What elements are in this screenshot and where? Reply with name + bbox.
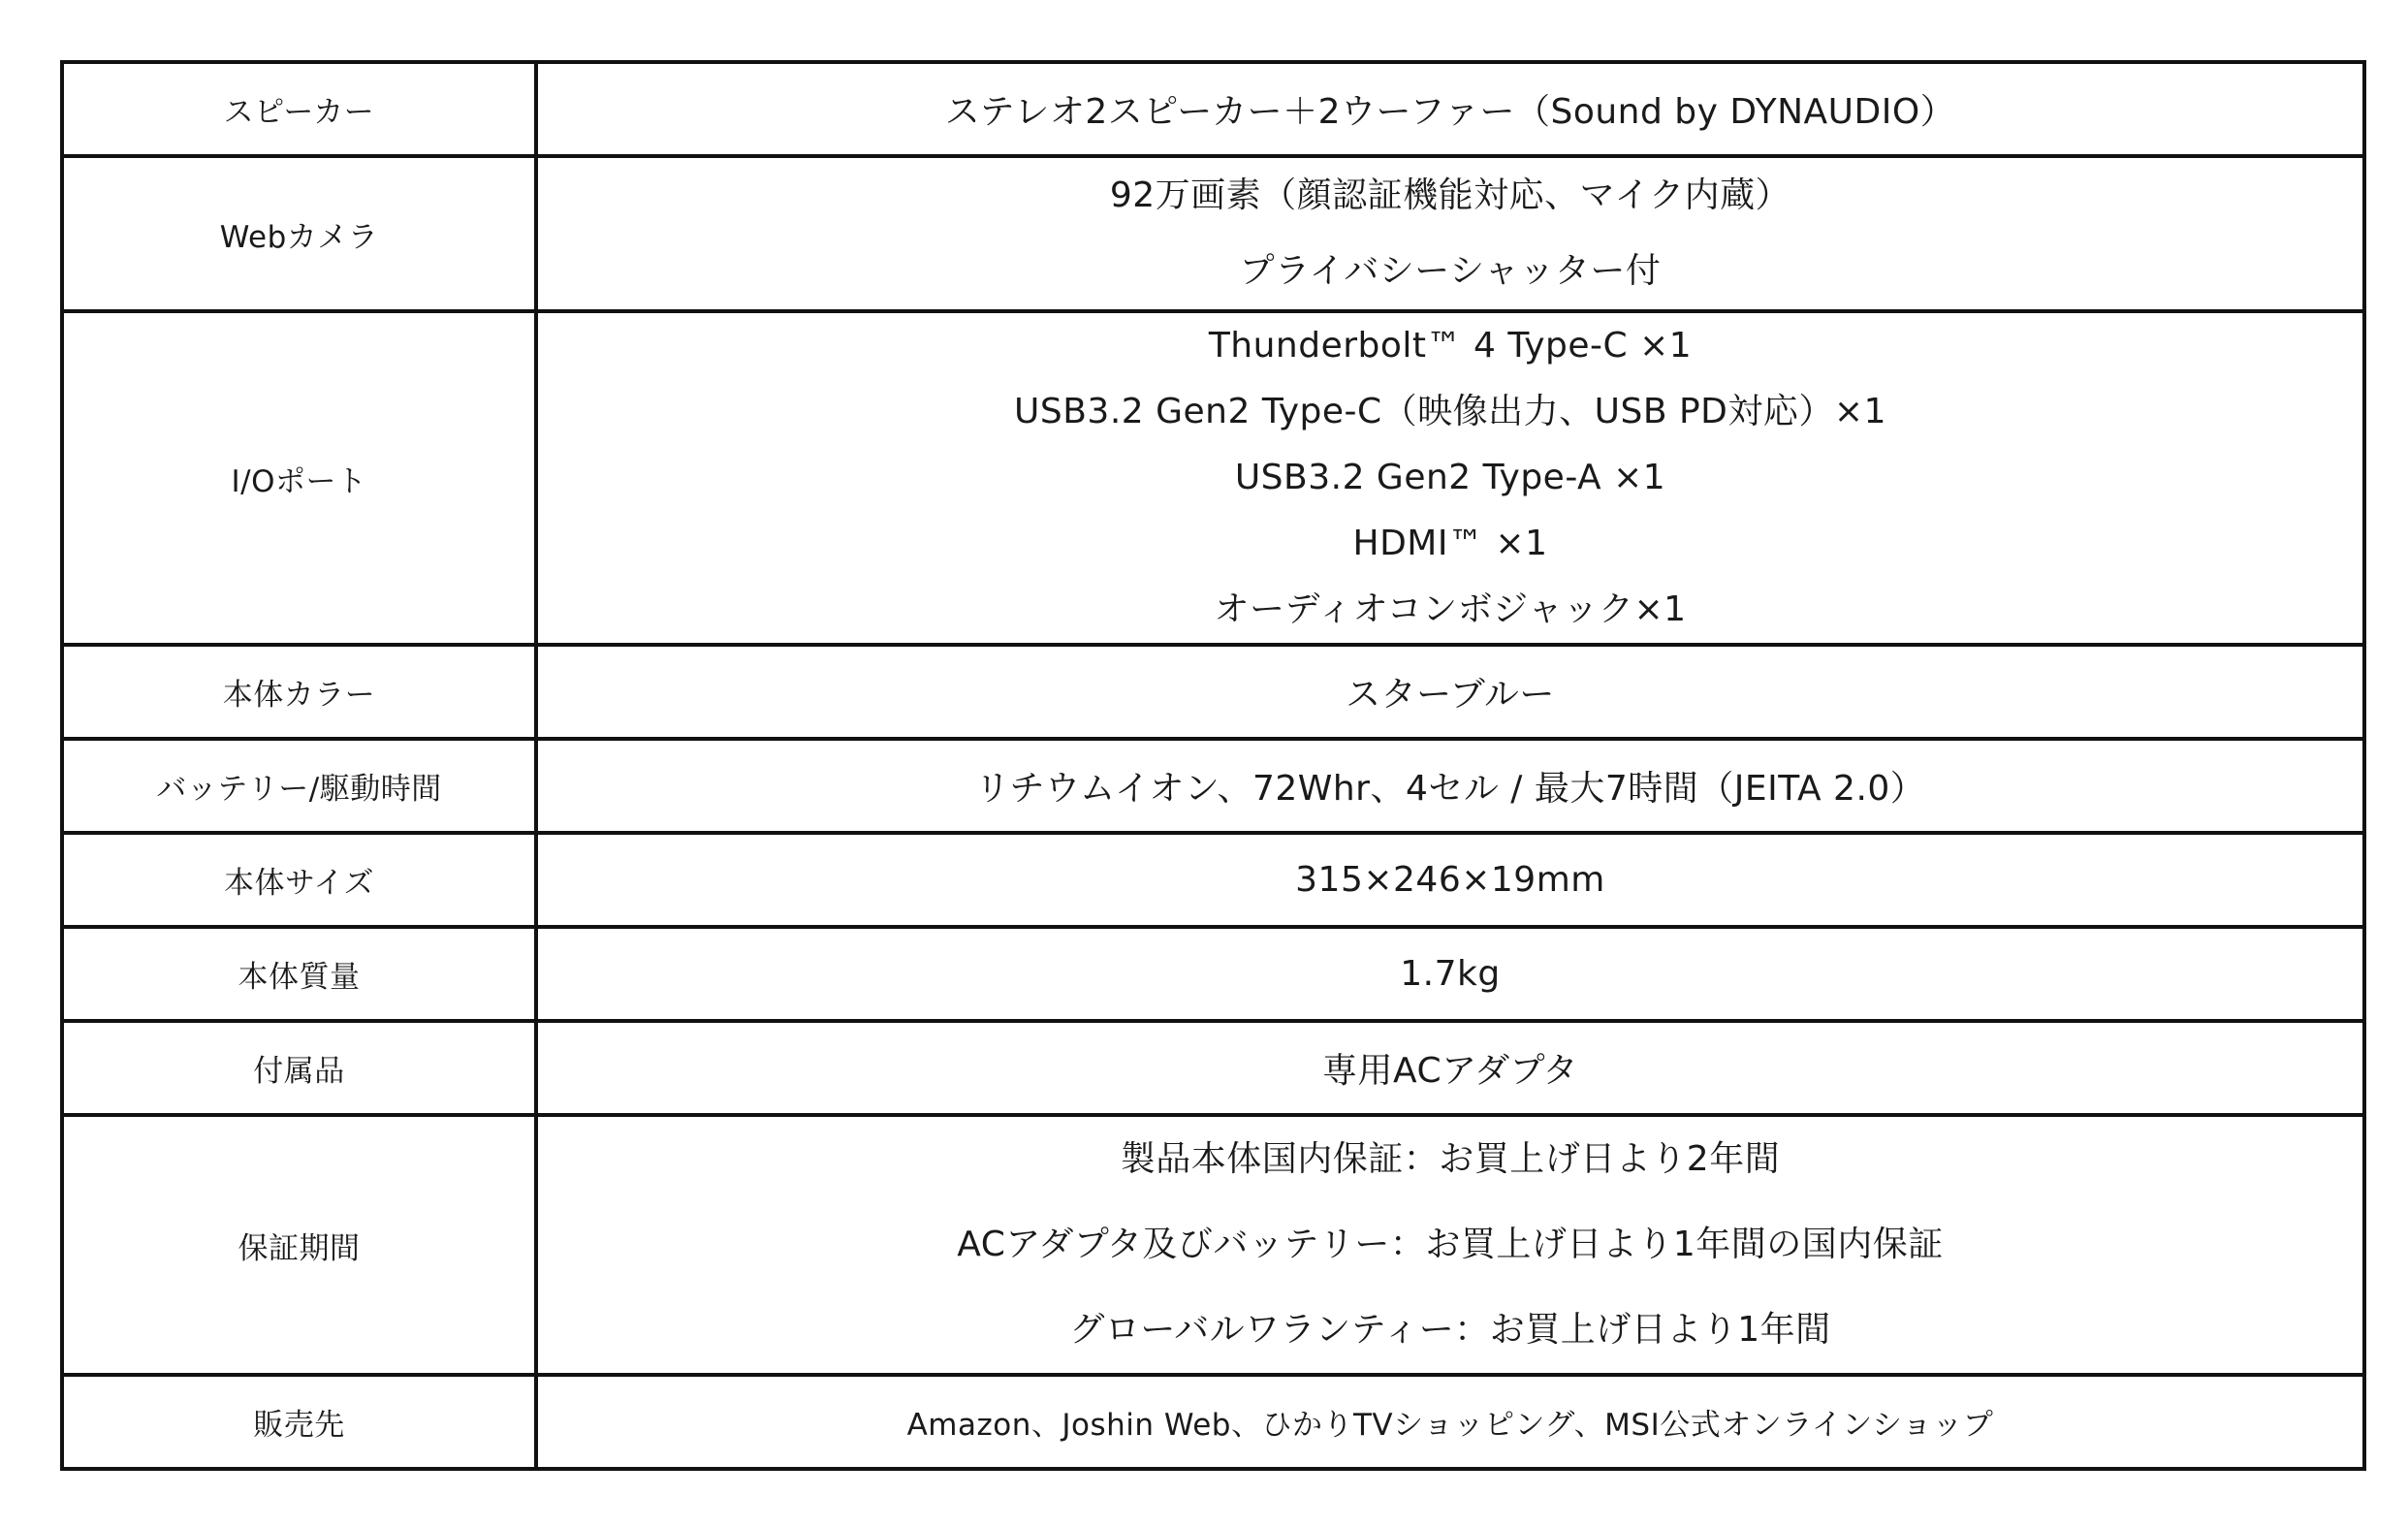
spec-value (536, 156, 2364, 311)
spec-row-battery (62, 739, 2364, 833)
spec-table (60, 60, 2366, 1471)
spec-label: 販売先 (62, 1375, 536, 1469)
spec-value-line: スターブルー (1346, 675, 1555, 715)
spec-value-line: リチウムイオン、72Whr、4セル / 最大7時間（JEITA 2.0） (974, 769, 1926, 809)
spec-value-line: 専用ACアダプタ (1321, 1051, 1579, 1091)
spec-label: スピーカー (62, 62, 536, 156)
spec-value (536, 833, 2364, 927)
spec-row-size (62, 833, 2364, 927)
spec-value-line: Amazon、Joshin Web、ひかりTVショッピング、MSI公式オンラインショップ (906, 1408, 1994, 1443)
spec-value (536, 311, 2364, 645)
spec-label: 付属品 (62, 1021, 536, 1115)
spec-value (536, 1375, 2364, 1469)
spec-value-line: USB3.2 Gen2 Type-C（映像出力、USB PD対応）×1 (1014, 392, 1886, 431)
spec-value-line: 92万画素（顔認証機能対応、マイク内蔵） (1109, 175, 1791, 215)
spec-row-weight (62, 927, 2364, 1021)
spec-value (536, 645, 2364, 739)
spec-value-line: ACアダプタ及びバッテリー：お買上げ日より1年間の国内保証 (957, 1225, 1944, 1264)
spec-value-line: ステレオ2スピーカー＋2ウーファー（Sound by DYNAUDIO） (944, 92, 1956, 132)
spec-value-line: グローバルワランティー：お買上げ日より1年間 (1069, 1310, 1831, 1350)
spec-value-line: 1.7kg (1400, 954, 1501, 994)
spec-value (536, 62, 2364, 156)
spec-label: Webカメラ (62, 156, 536, 311)
spec-label: バッテリー/駆動時間 (62, 739, 536, 833)
spec-value (536, 739, 2364, 833)
spec-row-io-ports (62, 311, 2364, 645)
spec-row-retailers (62, 1375, 2364, 1469)
spec-label: 保証期間 (62, 1115, 536, 1375)
spec-row-warranty (62, 1115, 2364, 1375)
spec-row-color (62, 645, 2364, 739)
spec-value-line: 315×246×19mm (1295, 860, 1605, 900)
spec-value (536, 1021, 2364, 1115)
spec-row-speaker (62, 62, 2364, 156)
spec-value (536, 1115, 2364, 1375)
spec-row-accessories (62, 1021, 2364, 1115)
spec-value-line: 製品本体国内保証：お買上げ日より2年間 (1120, 1139, 1781, 1179)
spec-value-line: プライバシーシャッター付 (1239, 251, 1662, 291)
spec-row-webcam (62, 156, 2364, 311)
spec-value-line: Thunderbolt™ 4 Type-C ×1 (1208, 326, 1693, 366)
spec-label: 本体質量 (62, 927, 536, 1021)
spec-value-line: USB3.2 Gen2 Type-A ×1 (1234, 458, 1666, 497)
spec-value-line: オーディオコンボジャック×1 (1214, 589, 1687, 629)
spec-value (536, 927, 2364, 1021)
spec-label: I/Oポート (62, 311, 536, 645)
spec-label: 本体サイズ (62, 833, 536, 927)
spec-value-line: HDMI™ ×1 (1352, 524, 1548, 563)
spec-label: 本体カラー (62, 645, 536, 739)
